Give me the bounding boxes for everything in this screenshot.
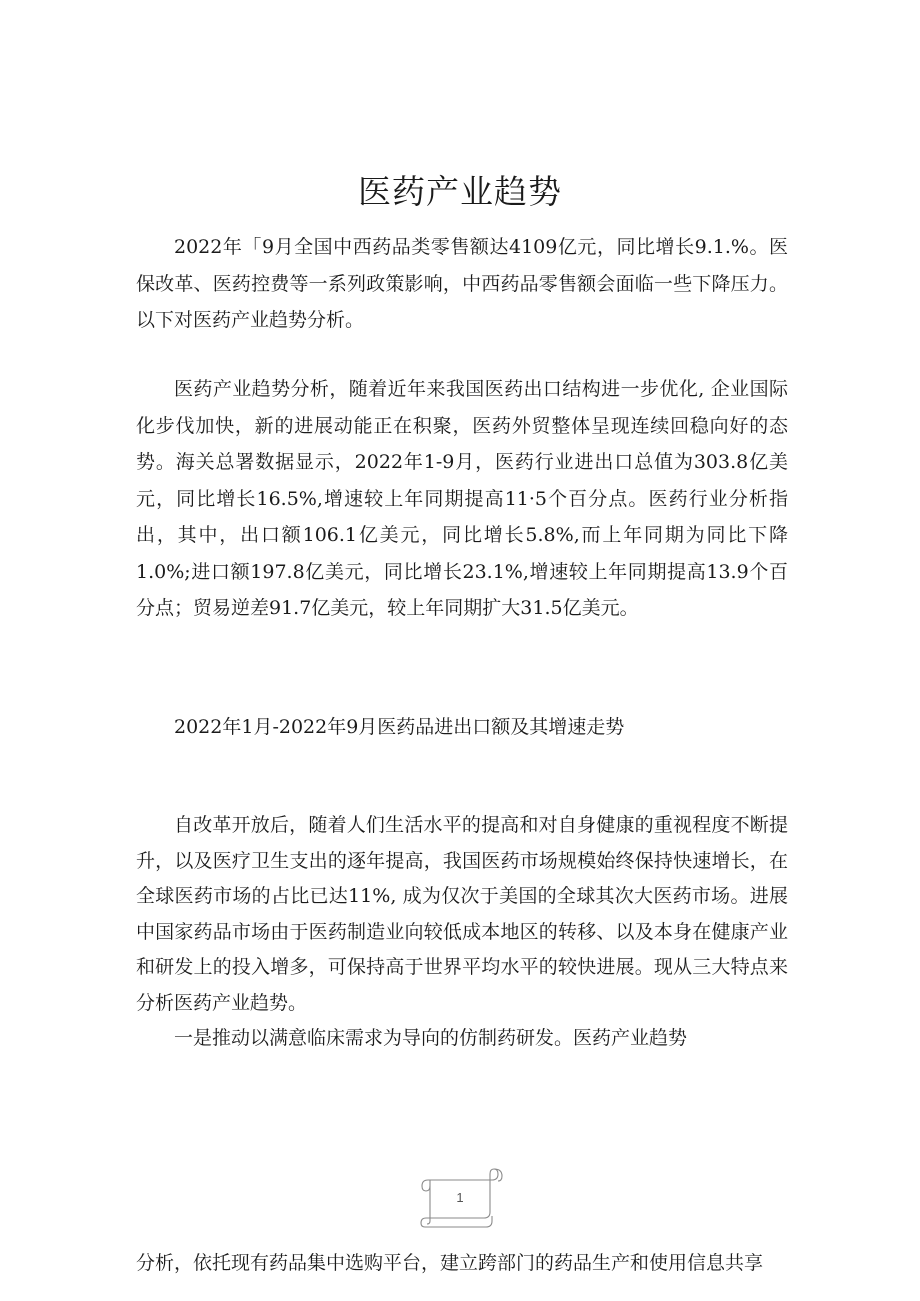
paragraph-point-one: 一是推动以满意临床需求为导向的仿制药研发。医药产业趋势 xyxy=(174,1027,688,1049)
paragraph-retail-sales: 2022年「9月全国中西药品类零售额达4109亿元，同比增长9.1.%。医保改革、医药控费等一系列政策影响，中西药品零售额会面临一些下降压力。以下对医药产业趋势分析。 xyxy=(136,236,788,331)
figure-caption: 2022年1月-2022年9月医药品进出口额及其增速走势 xyxy=(174,716,625,738)
paragraph-continuation: 分析，依托现有药品集中选购平台，建立跨部门的药品生产和使用信息共享 xyxy=(136,1252,764,1274)
page-number: 1 xyxy=(456,1190,464,1205)
page-number-badge xyxy=(420,1166,506,1228)
paragraph-market-scale: 自改革开放后，随着人们生活水平的提高和对自身健康的重视程度不断提升，以及医疗卫生支出的逐年提高，我国医药市场规模始终保持快速增长，在全球医药市场的占比已达11%, 成为仅次于美国的全球其次大医药市场。进展中国家药品市场由于医药制造业向较低成本地区的转移、以及本身在健康产业和研发上的投入增多，可保持高于世界平均水平的较快进展。现从三大特点来分析医药产业趋势。 xyxy=(136,814,788,1014)
page-title: 医药产业趋势 xyxy=(358,172,562,212)
paragraph-trade-analysis: 医药产业趋势分析，随着近年来我国医药出口结构进一步优化, 企业国际化步伐加快，新的进展动能正在积聚，医药外贸整体呈现连续回稳向好的态势。海关总署数据显示，2022年1-9月，医药行业进出口总值为303.8亿美元，同比增长16.5%,增速较上年同期提高11·5个百分点。医药行业分析指出，其中，出口额106.1亿美元，同比增长5.8%,而上年同期为同比下降1.0%;进口额197.8亿美元，同比增长23.1%,增速较上年同期提高13.9个百分点；贸易逆差91.7亿美元，较上年同期扩大31.5亿美元。 xyxy=(136,378,788,619)
